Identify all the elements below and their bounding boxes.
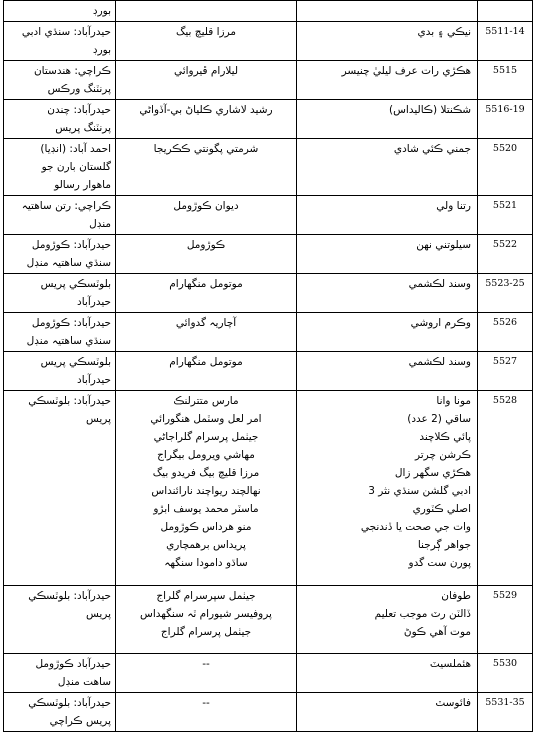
title-cell <box>297 196 478 235</box>
title-line: جواهر ڳرجنا <box>417 539 471 551</box>
title-line: وڪرم اروشي <box>410 317 471 329</box>
publisher-cell <box>4 693 116 732</box>
publisher-line: حيدرآباد: بلوٽسڪي <box>28 395 111 407</box>
title-line: هڪڙي رات عرف ليليٰ چنيسر <box>341 65 471 77</box>
title-cell <box>297 139 478 196</box>
title-cell <box>297 274 478 313</box>
publisher-line: سنڌي ساهتيہ منڊل <box>26 257 111 269</box>
publisher-line: بلوٽسڪي پريس <box>40 356 111 368</box>
title-line: وسند لڪشمي <box>408 278 471 290</box>
title-line: ڪرشن چرتر <box>414 449 471 461</box>
publisher-line: حيدرآباد <box>77 374 111 386</box>
author-line: ڪوڙومل <box>186 239 226 251</box>
title-line: فائوسٽ <box>435 697 471 709</box>
title-line: پائي ڪلاچند <box>419 431 471 443</box>
table-row <box>4 139 533 196</box>
publisher-cell <box>4 196 116 235</box>
publisher-cell <box>4 352 116 391</box>
title-line: نيڪي ۽ بدي <box>417 26 471 38</box>
author-cell <box>116 693 297 732</box>
publisher-line: حيدرآباد <box>77 296 111 308</box>
publisher-cell <box>4 100 116 139</box>
table-row <box>4 100 533 139</box>
author-cell <box>116 654 297 693</box>
publisher-cell <box>4 22 116 61</box>
publisher-cell <box>4 586 116 654</box>
catalog-number-cell <box>478 139 533 196</box>
catalog-number: 5515 <box>492 65 518 76</box>
publisher-line: پريس ڪراچي <box>49 715 111 727</box>
catalog-number: 5520 <box>492 143 518 154</box>
catalog-number-cell <box>478 100 533 139</box>
author-line: ساڌو دامودا سنگهہ <box>164 557 248 569</box>
title-line: موت آهي ڪوڻ <box>403 626 471 638</box>
author-line: موتومل منگهارام <box>169 278 243 290</box>
publisher-line: پريس <box>85 608 111 620</box>
catalog-number: 5529 <box>492 590 518 601</box>
table-row <box>4 654 533 693</box>
table-row <box>4 313 533 352</box>
publisher-line: پريس <box>85 413 111 425</box>
author-line: مارس متترلنڪ <box>173 395 239 407</box>
table-row <box>4 693 533 732</box>
catalog-number-cell <box>478 22 533 61</box>
publisher-cell <box>4 274 116 313</box>
table-row <box>4 22 533 61</box>
author-cell <box>116 100 297 139</box>
publisher-line: ڪراچي: هندستان <box>33 65 111 77</box>
title-line: سيلوتني نهن <box>416 239 471 251</box>
author-line: -- <box>202 697 210 709</box>
table-row <box>4 586 533 654</box>
author-cell <box>116 22 297 61</box>
catalog-number: 5530 <box>492 658 518 669</box>
publisher-cell <box>4 235 116 274</box>
publisher-cell <box>4 654 116 693</box>
publisher-line: ڪراچي: رتن ساهتيہ <box>21 200 111 212</box>
catalog-number: 5523-25 <box>485 278 525 289</box>
author-line: ماسٽر محمد يوسف ابڙو <box>153 503 259 515</box>
title-cell <box>297 654 478 693</box>
publisher-line: گلستان بارن جو <box>41 161 111 173</box>
publisher-line: حيدرآباد ڪوڙومل <box>35 658 111 670</box>
publisher-line: منڊل <box>89 218 111 230</box>
author-line: پريداس برهمچاري <box>166 539 246 551</box>
catalog-number: 5526 <box>492 317 518 328</box>
author-cell <box>116 274 297 313</box>
title-line: مونا وانا <box>436 395 471 407</box>
author-line: مرزا قليچ بيگ <box>175 26 236 38</box>
publisher-line: حيدرآباد: بلوٽسڪي <box>28 590 111 602</box>
title-cell <box>297 586 478 654</box>
title-line: شڪنتلا (ڪاليداس) <box>389 104 471 116</box>
author-line: پروفيسر شيورام ٽہ سنگهداس <box>140 608 272 620</box>
publisher-cell <box>4 391 116 586</box>
table-row <box>4 196 533 235</box>
publisher-line: پرنٽنگ ورڪس <box>47 83 111 95</box>
title-line: وسند لڪشمي <box>408 356 471 368</box>
author-line: آچاريہ گدوائي <box>175 317 237 329</box>
author-cell <box>116 391 297 586</box>
title-line: ادبي گلشن سنڌي نثر 3 <box>368 485 471 497</box>
author-line: مرزا قليچ بيگ فريدو بيگ <box>152 467 260 479</box>
catalog-table-body <box>4 1 533 732</box>
catalog-number-cell <box>478 352 533 391</box>
catalog-number-cell <box>478 313 533 352</box>
title-cell <box>297 61 478 100</box>
author-cell <box>116 313 297 352</box>
author-line: جيٺمل پرسرام گلراجاڻي <box>153 431 259 443</box>
table-row <box>4 61 533 100</box>
publisher-line: ساهت منڊل <box>57 676 111 688</box>
title-line: رتنا ولي <box>436 200 471 212</box>
catalog-number: 5528 <box>492 395 518 406</box>
title-cell <box>297 693 478 732</box>
catalog-table <box>3 0 533 732</box>
title-cell <box>297 100 478 139</box>
publisher-line: حيدرآباد: چندن <box>47 104 111 116</box>
table-row <box>4 274 533 313</box>
author-line: مهاشي ويرومل بيگراج <box>157 449 255 461</box>
title-line: هئملسيٽ <box>429 658 471 670</box>
title-cell <box>297 235 478 274</box>
catalog-number-cell <box>478 274 533 313</box>
title-cell <box>297 352 478 391</box>
author-cell <box>116 235 297 274</box>
catalog-number-cell <box>478 61 533 100</box>
author-line: رشيد لاشاري ڪلياڻ بي-آڏواڻي <box>139 104 273 116</box>
publisher-cell <box>4 139 116 196</box>
title-line: ساقي (2 عدد) <box>407 413 471 425</box>
catalog-number: 5531-35 <box>485 697 525 708</box>
title-line: جمني ڪئي شادي <box>393 143 471 155</box>
publisher-line: بورڊ <box>92 44 111 56</box>
publisher-cell <box>4 61 116 100</box>
title-line: هڪڙي سگهر زال <box>394 467 471 479</box>
publisher-line: پرنٽنگ پريس <box>55 122 111 134</box>
author-line: شرمتي پگونتي ڪڪريجا <box>153 143 259 155</box>
catalog-number: 5527 <box>492 356 518 367</box>
title-cell <box>297 391 478 586</box>
catalog-number: 5511-14 <box>485 26 525 37</box>
author-cell <box>116 61 297 100</box>
publisher-cell <box>4 313 116 352</box>
title-line: ڏالٽن رٽ موجب تعليم <box>374 608 471 620</box>
author-cell <box>116 352 297 391</box>
author-line: ديوان ڪوڙومل <box>173 200 239 212</box>
author-line: جيٺمل پرسرام گلراج <box>160 626 252 638</box>
publisher-line: سنڌي ساهتيہ منڊل <box>26 335 111 347</box>
publisher-line: احمد آباد: (انڊيا) <box>40 143 111 155</box>
catalog-number-cell <box>478 196 533 235</box>
title-cell <box>297 1 478 22</box>
author-line: -- <box>202 658 210 670</box>
publisher-line: ماهوار رسالو <box>54 179 111 191</box>
author-line: موتومل منگهارام <box>169 356 243 368</box>
author-line: منو هرداس ڪوڙومل <box>160 521 252 533</box>
title-line: وات جي صحت يا ڏندنجي <box>360 521 471 533</box>
author-cell <box>116 139 297 196</box>
author-line: ليلارام ڦيروائي <box>173 65 239 77</box>
publisher-line: حيدرآباد: ڪوڙومل <box>31 317 111 329</box>
catalog-number-cell <box>478 693 533 732</box>
publisher-line: حيدرآباد: ڪوڙومل <box>31 239 111 251</box>
catalog-page <box>3 0 525 727</box>
author-line: امر لعل وسٽمل هنگورائي <box>150 413 262 425</box>
catalog-number: 5516-19 <box>485 104 525 115</box>
title-cell <box>297 313 478 352</box>
catalog-number-cell <box>478 586 533 654</box>
catalog-number-cell <box>478 654 533 693</box>
author-line: جيٺمل سپرسرام گلراج <box>156 590 256 602</box>
title-line: پورن ست گدو <box>408 557 471 569</box>
catalog-number-cell <box>478 235 533 274</box>
author-cell <box>116 586 297 654</box>
publisher-line: حيدرآباد: سنڌي ادبي <box>21 26 111 38</box>
catalog-number-cell <box>478 1 533 22</box>
catalog-number: 5521 <box>492 200 518 211</box>
author-line: نهالچند ريواچند نارائنداس <box>151 485 261 497</box>
publisher-line: بورڊ <box>92 5 111 17</box>
title-line: طوفان <box>441 590 471 602</box>
title-line: اصلي ڪٽوري <box>412 503 471 515</box>
author-cell <box>116 196 297 235</box>
catalog-number: 5522 <box>492 239 518 250</box>
table-row <box>4 1 533 22</box>
author-cell <box>116 1 297 22</box>
title-cell <box>297 22 478 61</box>
table-row <box>4 352 533 391</box>
catalog-number-cell <box>478 391 533 586</box>
publisher-cell <box>4 1 116 22</box>
table-row <box>4 391 533 586</box>
publisher-line: حيدرآباد: بلوٽسڪي <box>28 697 111 709</box>
publisher-line: بلوٽسڪي پريس <box>40 278 111 290</box>
table-row <box>4 235 533 274</box>
